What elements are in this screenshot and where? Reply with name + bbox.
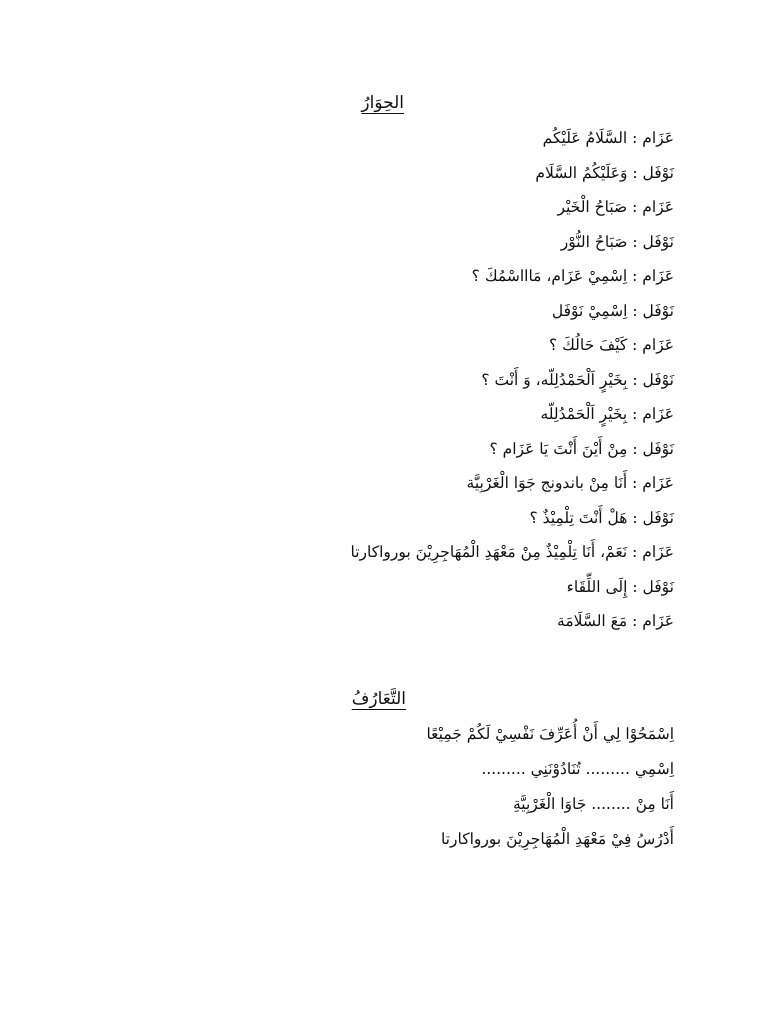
dialogue-line: عَزَام : نَعَمْ، أَنَا تِلْمِيْذٌ مِنْ مَعْهَدِ الْمُهَاجِرِيْنَ بورواكارتا	[350, 543, 674, 561]
dialogue-line: نَوْفَل : صَبَاحُ النُّوْر	[560, 232, 674, 251]
introduction-section	[254, 684, 674, 857]
dialogue-section	[254, 88, 674, 639]
dialogue-line: نَوْفَل : اِسْمِيْ نَوْفَل	[551, 301, 674, 320]
introduction-line: اِسْمَحُوْا لِي أَنْ أُعَرِّفَ نَفْسِيْ لَكُمْ جَمِيْعًا	[426, 725, 674, 743]
dialogue-line: عَزَام : صَبَاحُ الْخَيْر	[557, 198, 674, 216]
introduction-heading: التَّعَارُفُ	[351, 689, 406, 709]
dialogue-line: عَزَام : كَيْفَ حَالُكَ ؟	[548, 336, 674, 354]
dialogue-line: عَزَام : اِسْمِيْ عَزَام، مَاااسْمُكَ ؟	[471, 267, 674, 285]
dialogue-heading: الحِوَارُ	[361, 93, 404, 113]
dialogue-line: عَزَام : أَنَا مِنْ باندونج جَوَا الْغَرْبِيَّة	[466, 474, 674, 492]
dialogue-line: نَوْفَل : وَعَلَيْكُمُ السَّلَام	[535, 163, 674, 182]
introduction-line: اِسْمِي ......... تُنَادُوْنَنِي .........	[481, 760, 674, 778]
dialogue-line: نَوْفَل : بِخَيْرٍ اَلْحَمْدُلِلّه، وَ أَنْتَ ؟	[481, 370, 674, 389]
introduction-line: أَدْرُسُ فِيْ مَعْهَدِ الْمُهَاجِرِيْنَ بورواكارتا	[440, 830, 674, 848]
introduction-line: أَنَا مِنْ ........ جَاوَا الْغَرْبِيَّةِ	[512, 795, 674, 813]
dialogue-line: نَوْفَل : إِلَى اللِّقَاء	[566, 577, 674, 596]
dialogue-line: عَزَام : السَّلَامُ عَلَيْكُم	[542, 129, 674, 147]
dialogue-line: عَزَام : بِخَيْرٍ اَلْحَمْدُلِلّه	[540, 405, 674, 423]
dialogue-line: نَوْفَل : مِنْ أَيْنَ أَنْتَ يَا عَزَام ؟	[489, 439, 674, 458]
dialogue-line: نَوْفَل : هَلْ أَنْتَ تِلْمِيْذٌ ؟	[529, 508, 674, 527]
dialogue-line: عَزَام : مَعَ السَّلَامَة	[557, 612, 674, 630]
